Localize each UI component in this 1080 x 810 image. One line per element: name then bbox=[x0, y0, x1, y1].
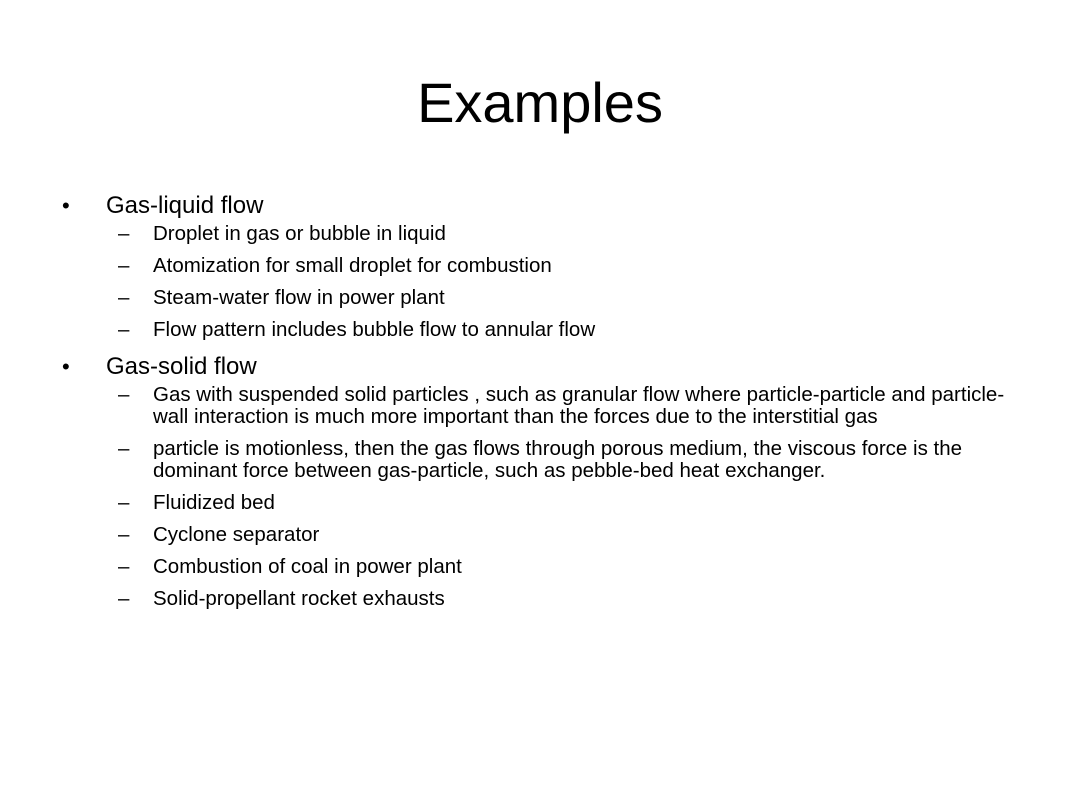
dash-marker: – bbox=[118, 286, 130, 309]
sub-bullet-text: Steam-water flow in power plant bbox=[153, 286, 445, 309]
sub-bullet-text: Gas with suspended solid particles , such as granular flow where particle-particle and particle-wall interaction is much more important than the forces due to the interstitial gas bbox=[153, 383, 1005, 428]
sub-bullet-text: Solid-propellant rocket exhausts bbox=[153, 587, 445, 610]
sub-bullet-item bbox=[106, 492, 1013, 514]
sub-bullet-text: particle is motionless, then the gas flows through porous medium, the viscous force is the dominant force between gas-particle, such as pebble-bed heat exchanger. bbox=[153, 437, 963, 482]
sub-bullet-item bbox=[106, 223, 1013, 245]
sub-bullet-list bbox=[106, 223, 1020, 341]
sub-bullet-text: Fluidized bed bbox=[153, 491, 275, 514]
sub-bullet-item bbox=[106, 588, 1013, 610]
sub-bullet-item bbox=[106, 556, 1013, 578]
sub-bullet-item bbox=[106, 438, 1013, 482]
sub-bullet-text: Flow pattern includes bubble flow to annular flow bbox=[153, 318, 596, 341]
bullet-item-gas-liquid bbox=[60, 190, 1020, 341]
slide-content bbox=[60, 190, 1020, 620]
bullet-marker: • bbox=[62, 354, 70, 379]
dash-marker: – bbox=[118, 491, 130, 514]
sub-bullet-item bbox=[106, 255, 1013, 277]
dash-marker: – bbox=[118, 555, 130, 578]
dash-marker: – bbox=[118, 383, 130, 406]
dash-marker: – bbox=[118, 254, 130, 277]
bullet-item-gas-solid bbox=[60, 351, 1020, 610]
dash-marker: – bbox=[118, 437, 130, 460]
sub-bullet-list bbox=[106, 384, 1020, 610]
sub-bullet-text: Atomization for small droplet for combustion bbox=[153, 254, 552, 277]
bullet-text: Gas-solid flow bbox=[106, 353, 257, 380]
bullet-list bbox=[60, 190, 1020, 610]
sub-bullet-item bbox=[106, 319, 1013, 341]
dash-marker: – bbox=[118, 318, 130, 341]
bullet-text: Gas-liquid flow bbox=[106, 192, 264, 219]
dash-marker: – bbox=[118, 587, 130, 610]
sub-bullet-item bbox=[106, 524, 1013, 546]
sub-bullet-text: Combustion of coal in power plant bbox=[153, 555, 462, 578]
sub-bullet-item bbox=[106, 384, 1013, 428]
sub-bullet-text: Droplet in gas or bubble in liquid bbox=[153, 222, 446, 245]
sub-bullet-text: Cyclone separator bbox=[153, 523, 320, 546]
slide-title: Examples bbox=[417, 71, 663, 134]
bullet-marker: • bbox=[62, 193, 70, 218]
sub-bullet-item bbox=[106, 287, 1013, 309]
dash-marker: – bbox=[118, 222, 130, 245]
dash-marker: – bbox=[118, 523, 130, 546]
